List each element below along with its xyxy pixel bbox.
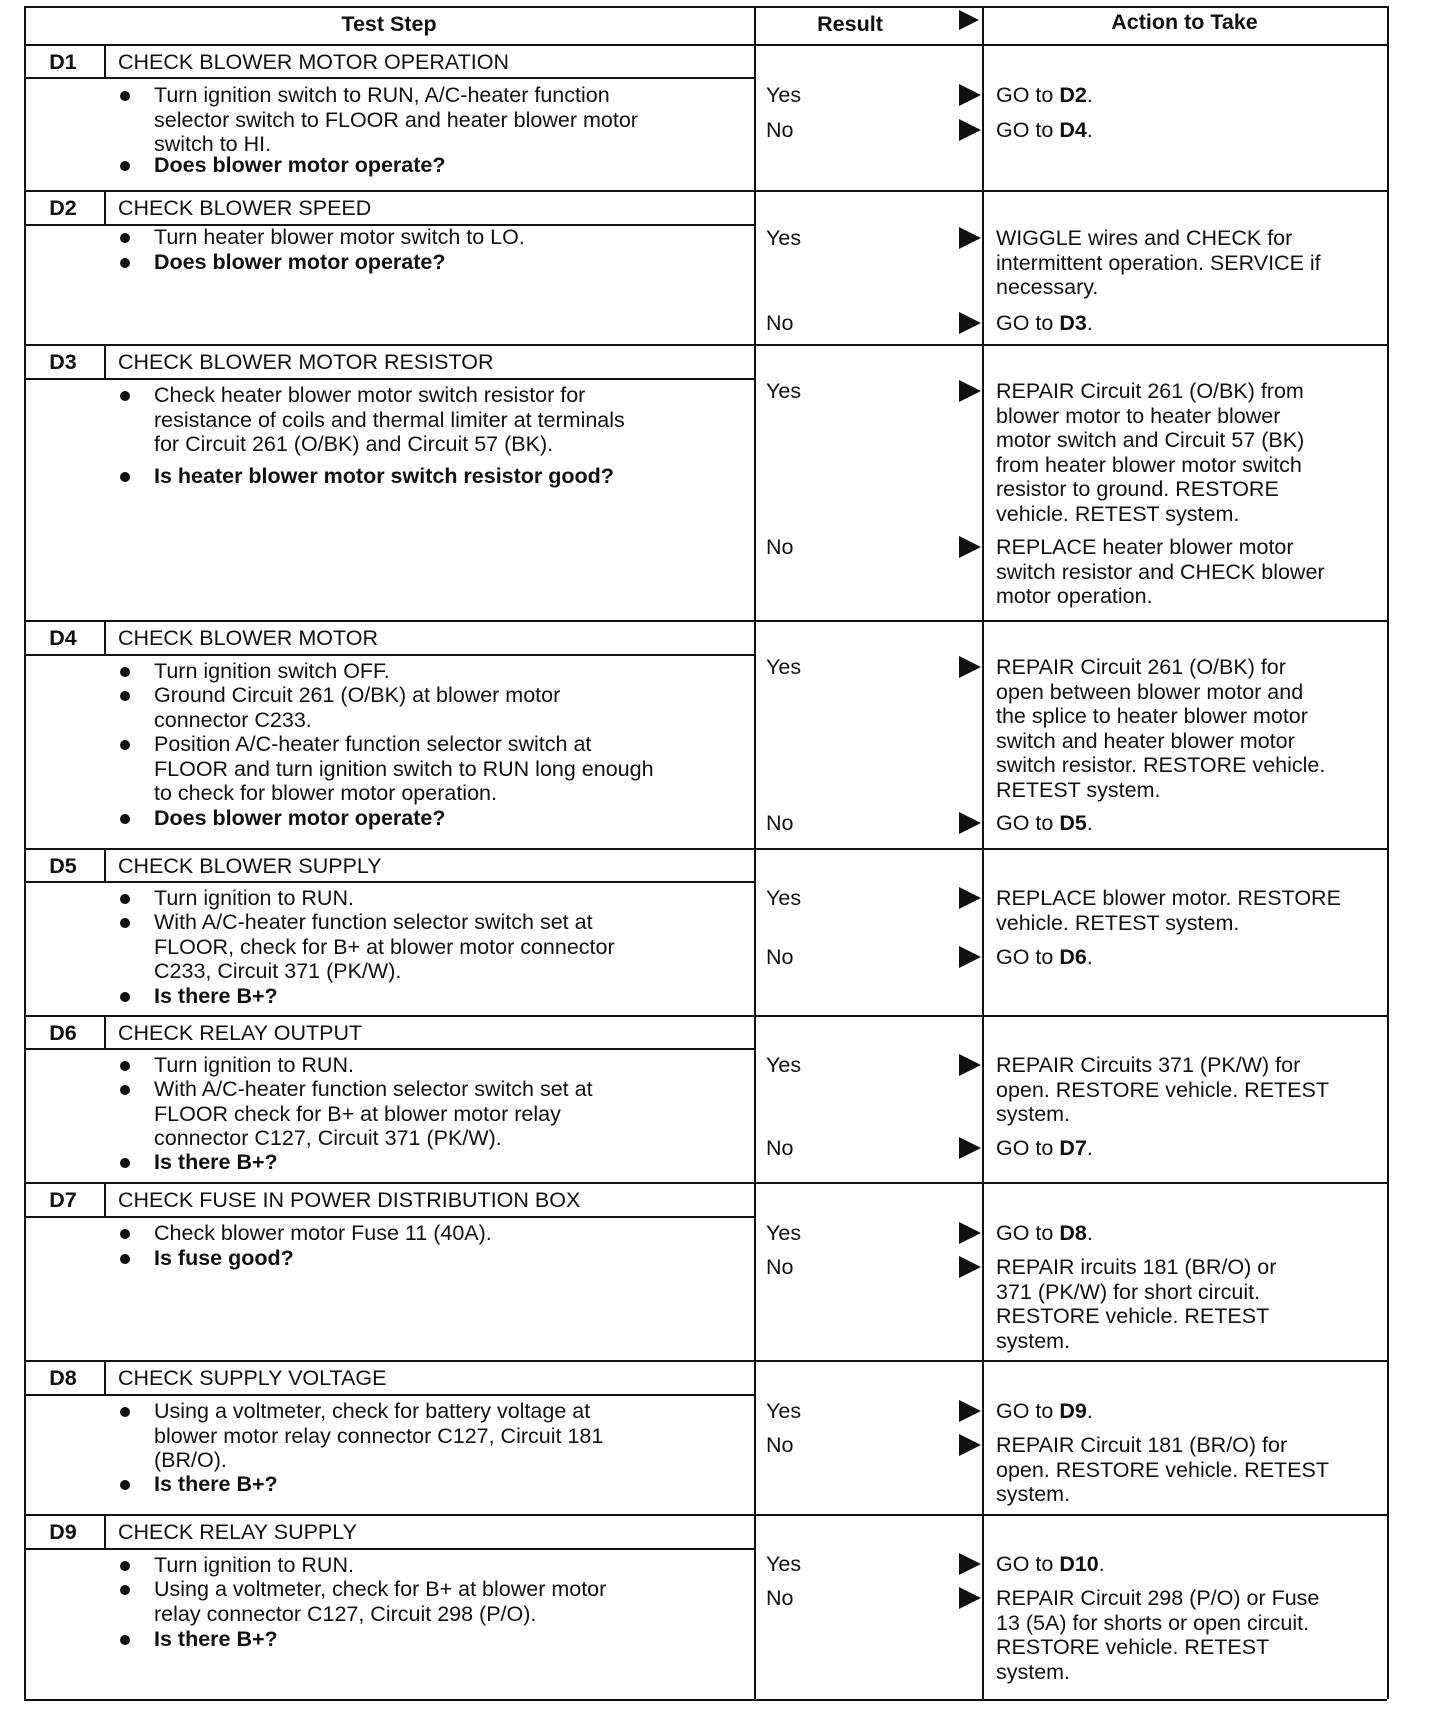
table-left-border bbox=[24, 6, 26, 1699]
action-text: motor operation. bbox=[996, 584, 1153, 608]
action-column-divider bbox=[982, 6, 984, 1699]
test-instruction: FLOOR and turn ignition switch to RUN long enough bbox=[154, 756, 654, 781]
id-divider bbox=[104, 344, 106, 378]
table-bottom-border bbox=[24, 1699, 1387, 1701]
action-text: switch resistor. RESTORE vehicle. bbox=[996, 753, 1326, 777]
action-text: switch and heater blower motor bbox=[996, 728, 1295, 753]
section-divider bbox=[24, 848, 1387, 850]
step-id: D8 bbox=[49, 1366, 77, 1390]
action-text: REPAIR Circuit 181 (BR/O) for bbox=[996, 1433, 1288, 1457]
test-instruction: With A/C-heater function selector switch set at bbox=[154, 1077, 593, 1101]
test-instruction: Check heater blower motor switch resistor for bbox=[154, 383, 586, 407]
step-id: D1 bbox=[49, 50, 77, 74]
header-arrow-icon bbox=[959, 10, 979, 30]
table-top-border bbox=[24, 6, 1387, 8]
result-arrow-icon bbox=[959, 380, 981, 402]
result-yes: Yes bbox=[766, 1221, 802, 1245]
action-text: REPLACE blower motor. RESTORE bbox=[996, 886, 1341, 910]
bullet-icon bbox=[120, 918, 130, 928]
result-arrow-icon bbox=[959, 946, 981, 968]
test-instruction: C233, Circuit 371 (PK/W). bbox=[154, 959, 402, 983]
header-test-step: Test Step bbox=[341, 12, 437, 36]
result-arrow-icon bbox=[959, 1434, 981, 1456]
bullet-icon bbox=[120, 1158, 130, 1168]
action-text: vehicle. RETEST system. bbox=[996, 910, 1240, 935]
result-yes: Yes bbox=[766, 226, 802, 250]
result-arrow-icon bbox=[959, 312, 981, 334]
bullet-icon bbox=[120, 258, 130, 268]
id-divider bbox=[104, 848, 106, 881]
result-yes: Yes bbox=[766, 1053, 802, 1077]
title-divider bbox=[24, 1394, 754, 1396]
test-instruction: for Circuit 261 (O/BK) and Circuit 57 (BK). bbox=[154, 432, 554, 456]
test-question: Does blower motor operate? bbox=[154, 806, 446, 830]
result-no: No bbox=[766, 811, 794, 835]
result-yes: Yes bbox=[766, 1552, 802, 1576]
step-title: CHECK RELAY OUTPUT bbox=[118, 1021, 363, 1045]
title-divider bbox=[24, 1216, 754, 1218]
test-instruction: Position A/C-heater function selector switch at bbox=[154, 732, 592, 756]
test-instruction: Turn ignition to RUN. bbox=[154, 1553, 354, 1577]
step-title: CHECK BLOWER MOTOR bbox=[118, 626, 379, 650]
test-instruction: Turn ignition to RUN. bbox=[154, 886, 354, 910]
step-id: D9 bbox=[49, 1520, 77, 1544]
result-no: No bbox=[766, 945, 794, 969]
bullet-icon bbox=[120, 391, 130, 401]
action-text: open. RESTORE vehicle. RETEST bbox=[996, 1457, 1329, 1482]
action-text: REPAIR Circuit 261 (O/BK) from bbox=[996, 379, 1304, 403]
action-text: REPAIR Circuit 298 (P/O) or Fuse bbox=[996, 1586, 1320, 1610]
bullet-icon bbox=[120, 1585, 130, 1595]
step-id: D2 bbox=[49, 196, 77, 220]
result-arrow-icon bbox=[959, 1587, 981, 1609]
result-arrow-icon bbox=[959, 536, 981, 558]
result-arrow-icon bbox=[959, 1054, 981, 1076]
action-text: system. bbox=[996, 1482, 1071, 1506]
id-divider bbox=[104, 1182, 106, 1216]
bullet-icon bbox=[120, 1480, 130, 1490]
bullet-icon bbox=[120, 91, 130, 101]
bullet-icon bbox=[120, 1085, 130, 1095]
diagnostic-table bbox=[24, 6, 1387, 1699]
result-arrow-icon bbox=[959, 84, 981, 106]
action-text: RETEST system. bbox=[996, 777, 1161, 802]
id-divider bbox=[104, 44, 106, 77]
bullet-icon bbox=[120, 667, 130, 677]
action-text: vehicle. RETEST system. bbox=[996, 501, 1240, 526]
bullet-icon bbox=[120, 992, 130, 1002]
result-no: No bbox=[766, 1433, 794, 1457]
step-title: CHECK BLOWER SUPPLY bbox=[118, 854, 382, 878]
id-divider bbox=[104, 620, 106, 654]
action-text: necessary. bbox=[996, 275, 1099, 299]
result-arrow-icon bbox=[959, 1222, 981, 1244]
result-no: No bbox=[766, 118, 794, 142]
result-yes: Yes bbox=[766, 1399, 802, 1423]
test-instruction: switch to HI. bbox=[154, 132, 272, 156]
action-text: system. bbox=[996, 1328, 1071, 1353]
action-text: GO to D7. bbox=[996, 1136, 1093, 1160]
test-question: Is there B+? bbox=[154, 1627, 278, 1651]
title-divider bbox=[24, 1548, 754, 1550]
action-text: switch resistor and CHECK blower bbox=[996, 559, 1325, 584]
test-instruction: With A/C-heater function selector switch set at bbox=[154, 910, 593, 934]
bullet-icon bbox=[120, 233, 130, 243]
test-instruction: connector C127, Circuit 371 (PK/W). bbox=[154, 1126, 502, 1150]
section-divider bbox=[24, 1182, 1387, 1184]
test-instruction: relay connector C127, Circuit 298 (P/O). bbox=[154, 1601, 537, 1626]
test-instruction: resistance of coils and thermal limiter at terminals bbox=[154, 407, 625, 432]
id-divider bbox=[104, 1514, 106, 1548]
test-instruction: Turn ignition to RUN. bbox=[154, 1053, 354, 1077]
test-instruction: Using a voltmeter, check for battery voltage at bbox=[154, 1399, 591, 1423]
action-text: 371 (PK/W) for short circuit. bbox=[996, 1279, 1261, 1304]
step-id: D5 bbox=[49, 854, 77, 878]
bullet-icon bbox=[120, 1407, 130, 1417]
bullet-icon bbox=[120, 472, 130, 482]
result-arrow-icon bbox=[959, 1137, 981, 1159]
action-text: RESTORE vehicle. RETEST bbox=[996, 1304, 1270, 1328]
action-text: blower motor to heater blower bbox=[996, 403, 1281, 428]
action-text: REPLACE heater blower motor bbox=[996, 535, 1294, 559]
action-text: open. RESTORE vehicle. RETEST bbox=[996, 1077, 1329, 1102]
result-no: No bbox=[766, 1586, 794, 1610]
result-no: No bbox=[766, 1255, 794, 1279]
bullet-icon bbox=[120, 1061, 130, 1071]
step-title: CHECK RELAY SUPPLY bbox=[118, 1520, 357, 1544]
header-result: Result bbox=[817, 12, 883, 36]
title-divider bbox=[24, 378, 754, 380]
test-question: Is there B+? bbox=[154, 1472, 278, 1496]
test-question: Does blower motor operate? bbox=[154, 153, 446, 177]
step-id: D7 bbox=[49, 1188, 77, 1212]
test-instruction: Turn ignition switch OFF. bbox=[154, 659, 390, 683]
action-text: 13 (5A) for shorts or open circuit. bbox=[996, 1610, 1310, 1635]
action-text: REPAIR Circuit 261 (O/BK) for bbox=[996, 655, 1286, 679]
test-instruction: Check blower motor Fuse 11 (40A). bbox=[154, 1221, 492, 1245]
step-title: CHECK BLOWER SPEED bbox=[118, 196, 372, 220]
action-text: WIGGLE wires and CHECK for bbox=[996, 226, 1293, 250]
test-instruction: Ground Circuit 261 (O/BK) at blower motor bbox=[154, 683, 561, 707]
header-action: Action to Take bbox=[1111, 10, 1258, 34]
bullet-icon bbox=[120, 1635, 130, 1645]
test-question: Is there B+? bbox=[154, 984, 278, 1008]
result-column-divider bbox=[754, 6, 756, 1699]
bullet-icon bbox=[120, 1561, 130, 1571]
action-text: GO to D8. bbox=[996, 1221, 1093, 1245]
step-title: CHECK BLOWER MOTOR OPERATION bbox=[118, 50, 510, 74]
test-instruction: Turn heater blower motor switch to LO. bbox=[154, 225, 525, 249]
result-arrow-icon bbox=[959, 1553, 981, 1575]
id-divider bbox=[104, 1360, 106, 1394]
section-divider bbox=[24, 44, 1387, 46]
action-text: GO to D4. bbox=[996, 118, 1093, 142]
result-no: No bbox=[766, 535, 794, 559]
bullet-icon bbox=[120, 1254, 130, 1264]
action-text: from heater blower motor switch bbox=[996, 452, 1302, 477]
test-instruction: to check for blower motor operation. bbox=[154, 781, 497, 805]
section-divider bbox=[24, 620, 1387, 622]
result-no: No bbox=[766, 311, 794, 335]
test-instruction: connector C233. bbox=[154, 707, 312, 732]
action-text: motor switch and Circuit 57 (BK) bbox=[996, 428, 1305, 452]
section-divider bbox=[24, 1015, 1387, 1017]
bullet-icon bbox=[120, 161, 130, 171]
test-instruction: (BR/O). bbox=[154, 1448, 227, 1472]
result-yes: Yes bbox=[766, 886, 802, 910]
result-arrow-icon bbox=[959, 656, 981, 678]
test-question: Is there B+? bbox=[154, 1150, 278, 1174]
step-id: D4 bbox=[49, 626, 77, 650]
step-title: CHECK SUPPLY VOLTAGE bbox=[118, 1366, 387, 1390]
result-arrow-icon bbox=[959, 1256, 981, 1278]
bullet-icon bbox=[120, 1229, 130, 1239]
test-instruction: FLOOR, check for B+ at blower motor connector bbox=[154, 934, 615, 959]
step-id: D6 bbox=[49, 1021, 77, 1045]
result-arrow-icon bbox=[959, 812, 981, 834]
action-text: system. bbox=[996, 1659, 1071, 1684]
test-question: Does blower motor operate? bbox=[154, 250, 446, 274]
result-arrow-icon bbox=[959, 1400, 981, 1422]
action-text: open between blower motor and bbox=[996, 679, 1304, 704]
action-text: GO to D2. bbox=[996, 83, 1093, 107]
title-divider bbox=[24, 1048, 754, 1050]
result-no: No bbox=[766, 1136, 794, 1160]
id-divider bbox=[104, 190, 106, 224]
id-divider bbox=[104, 1015, 106, 1048]
title-divider bbox=[24, 77, 754, 79]
action-text: GO to D9. bbox=[996, 1399, 1093, 1423]
table-right-border bbox=[1387, 6, 1389, 1699]
test-instruction: Using a voltmeter, check for B+ at blower motor bbox=[154, 1577, 607, 1601]
step-title: CHECK BLOWER MOTOR RESISTOR bbox=[118, 350, 494, 374]
test-instruction: selector switch to FLOOR and heater blower motor bbox=[154, 107, 638, 132]
section-divider bbox=[24, 190, 1387, 192]
test-question: Is fuse good? bbox=[154, 1246, 294, 1270]
result-arrow-icon bbox=[959, 887, 981, 909]
bullet-icon bbox=[120, 894, 130, 904]
action-text: RESTORE vehicle. RETEST bbox=[996, 1635, 1270, 1659]
title-divider bbox=[24, 654, 754, 656]
result-yes: Yes bbox=[766, 83, 802, 107]
bullet-icon bbox=[120, 814, 130, 824]
result-arrow-icon bbox=[959, 119, 981, 141]
test-instruction: Turn ignition switch to RUN, A/C-heater function bbox=[154, 83, 610, 107]
title-divider bbox=[24, 881, 754, 883]
section-divider bbox=[24, 1514, 1387, 1516]
action-text: resistor to ground. RESTORE bbox=[996, 477, 1279, 501]
action-text: the splice to heater blower motor bbox=[996, 704, 1308, 728]
section-divider bbox=[24, 344, 1387, 346]
result-arrow-icon bbox=[959, 227, 981, 249]
test-question: Is heater blower motor switch resistor good? bbox=[154, 464, 614, 488]
result-yes: Yes bbox=[766, 655, 802, 679]
action-text: REPAIR ircuits 181 (BR/O) or bbox=[996, 1255, 1277, 1279]
action-text: GO to D10. bbox=[996, 1552, 1105, 1576]
section-divider bbox=[24, 1360, 1387, 1362]
action-text: GO to D3. bbox=[996, 311, 1093, 335]
result-yes: Yes bbox=[766, 379, 802, 403]
step-id: D3 bbox=[49, 350, 77, 374]
bullet-icon bbox=[120, 740, 130, 750]
test-instruction: blower motor relay connector C127, Circuit 181 bbox=[154, 1423, 604, 1448]
action-text: REPAIR Circuits 371 (PK/W) for bbox=[996, 1053, 1301, 1077]
test-instruction: FLOOR check for B+ at blower motor relay bbox=[154, 1101, 561, 1126]
bullet-icon bbox=[120, 691, 130, 701]
action-text: system. bbox=[996, 1102, 1071, 1126]
step-title: CHECK FUSE IN POWER DISTRIBUTION BOX bbox=[118, 1188, 581, 1212]
action-text: GO to D6. bbox=[996, 945, 1093, 969]
action-text: intermittent operation. SERVICE if bbox=[996, 250, 1321, 275]
action-text: GO to D5. bbox=[996, 811, 1093, 835]
